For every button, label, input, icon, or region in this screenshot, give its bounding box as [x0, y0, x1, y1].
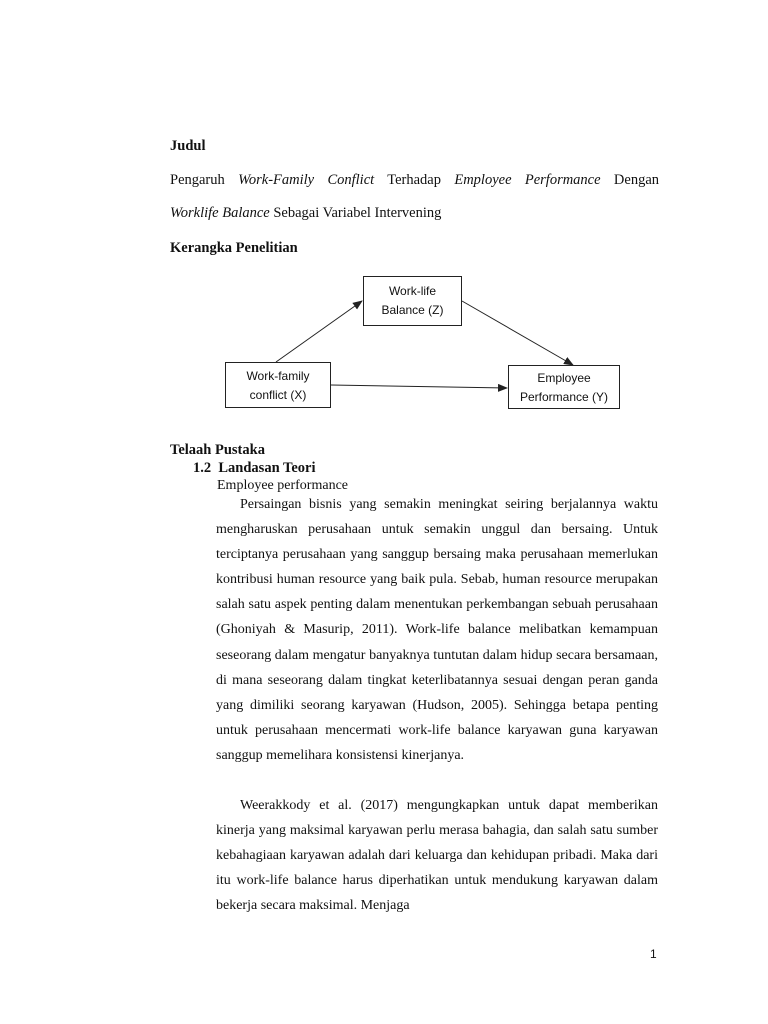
- heading-telaah-pustaka: Telaah Pustaka: [170, 442, 265, 458]
- box-work-life-balance: [363, 276, 462, 326]
- box-label: Employee: [537, 371, 591, 385]
- box-employee-performance: [508, 365, 620, 409]
- paragraph-text: Weerakkody et al. (2017) mengungkapkan untuk dapat memberikan kinerja yang maksimal karyawan perlu merasa bahagia, dan salah satu sumber kebahagiaan karyawan adalah dari keluarga dan kehidupan pribadi. Maka dari itu work-life balance harus diperhatikan untuk mendukung karyawan dalam bekerja secara maksimal. Menjaga: [216, 798, 658, 914]
- title-emphasis: Worklife Balance: [170, 205, 270, 221]
- title-emphasis: Work-Family Conflict: [238, 172, 375, 188]
- arrow-x-to-y: [331, 385, 507, 388]
- title-text: Dengan: [600, 172, 660, 188]
- subsection-heading: Employee performance: [217, 478, 348, 493]
- box-label: conflict (X): [249, 388, 307, 402]
- arrow-z-to-y: [462, 301, 573, 365]
- title-text: Terhadap: [374, 172, 455, 188]
- arrow-x-to-z: [276, 301, 362, 362]
- section-heading: [193, 460, 316, 477]
- heading-kerangka-penelitian: Kerangka Penelitian: [170, 240, 298, 256]
- section-title: Landasan Teori: [218, 460, 316, 476]
- box-work-family-conflict: [225, 362, 331, 408]
- paragraph-2: [216, 793, 658, 918]
- title-text: Sebagai Variabel Intervening: [269, 205, 442, 221]
- section-number: 1.2: [193, 460, 212, 476]
- paragraph-1: [216, 492, 658, 768]
- box-label: Balance (Z): [381, 303, 444, 317]
- title-emphasis: Employee Performance: [454, 172, 601, 188]
- box-label: Work-family: [246, 369, 310, 383]
- paragraph-text: Persaingan bisnis yang semakin meningkat seiring berjalannya waktu mengharuskan perusahaan untuk semakin unggul dan bersaing. Untuk terciptanya perusahaan yang sanggup bersaing maka perusahaan memerlukan kontribusi human resource yang baik pula. Sebab, human resource merupakan salah satu aspek penting dalam menentukan perkembangan sebuah perusahaan (Ghoniyah & Masurip, 2011). Work-life balance melibatkan kemampuan seseorang dalam mengatur banyaknya tuntutan dalam hidup secara bersamaan, di mana seseorang dalam tingkat keterlibatannya sesuai dengan peran ganda yang dimiliki seorang karyawan (Hudson, 2005). Sehingga betapa penting untuk perusahaan mencermati work-life balance karyawan guna karyawan sanggup memelihara konsistensi kinerjanya.: [216, 497, 658, 763]
- page-number: 1: [650, 947, 657, 961]
- heading-judul: Judul: [170, 138, 206, 154]
- box-label: Performance (Y): [519, 390, 609, 404]
- framework-diagram: [0, 0, 768, 460]
- box-label: Work-life: [388, 284, 437, 298]
- title-text: Pengaruh: [170, 172, 239, 188]
